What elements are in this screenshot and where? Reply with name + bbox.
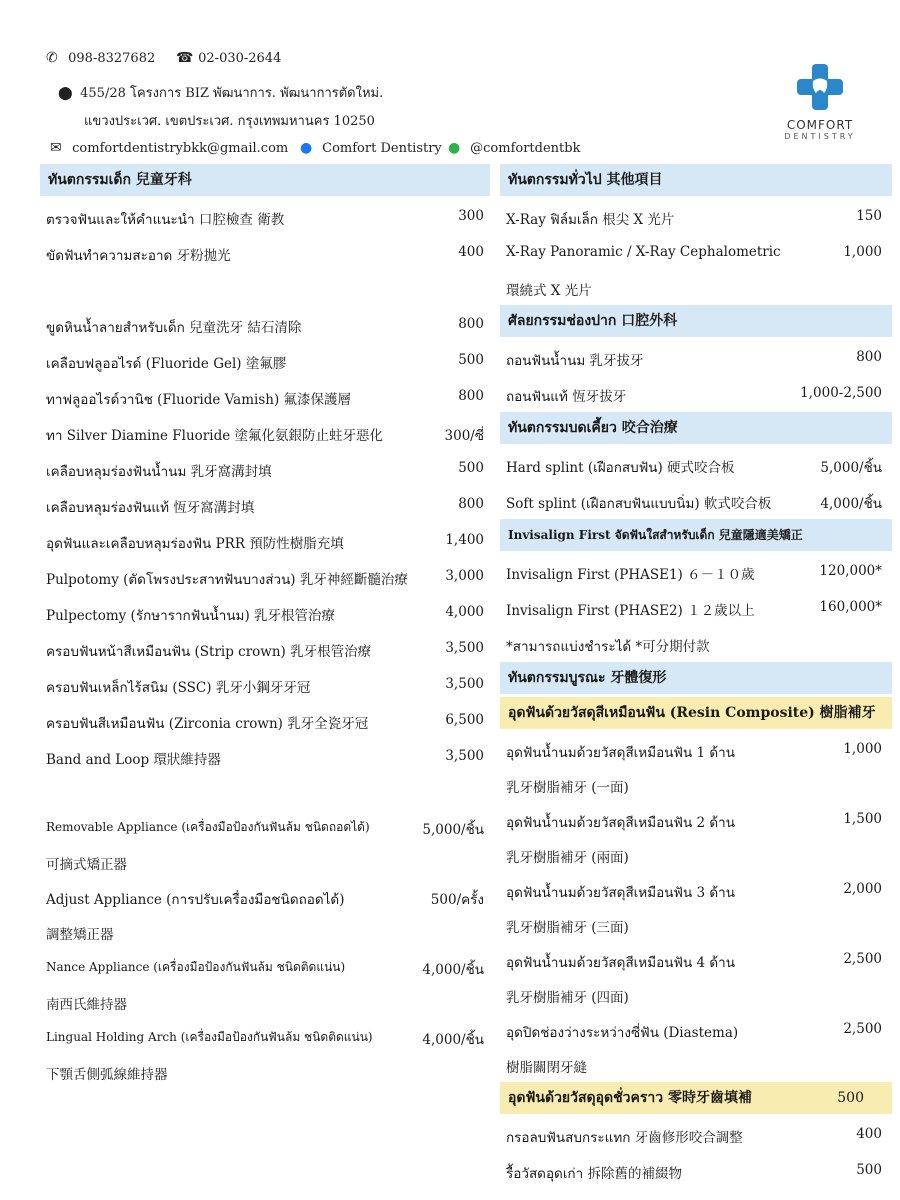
service-price: 500 — [856, 1162, 882, 1178]
service-name-chinese: 調整矯正器 — [46, 927, 114, 943]
price-row — [40, 667, 490, 703]
service-price: 500/ครั้ง — [430, 892, 484, 908]
service-name: เคลือบฟลูออไรด์ (Fluoride Gel) 塗氟膠 — [46, 356, 287, 372]
service-name: ถอนฟันแท้ 恆牙拔牙 — [506, 389, 627, 405]
service-name-chinese: 乳牙樹脂補牙 (四面) — [506, 990, 629, 1006]
address-line-2: แขวงประเวศ. เขตประเวศ. กรุงเทพมหานคร 10250 — [84, 114, 375, 129]
price-row — [40, 949, 490, 1019]
service-price: 1,500 — [843, 811, 882, 827]
clinic-logo — [770, 62, 870, 141]
service-name-chinese: 可摘式矯正器 — [46, 857, 127, 873]
envelope-icon: ✉ — [50, 140, 62, 156]
service-price: 500 — [458, 460, 484, 476]
service-price: 300 — [458, 208, 484, 224]
general-price-list — [500, 199, 892, 305]
price-row — [40, 595, 490, 631]
price-row — [500, 872, 892, 942]
service-name: Pulpotomy (ตัดโพรงประสาทฟันบางส่วน) 乳牙神經斷髓治療 — [46, 572, 408, 588]
occlusion-section-header: ทันตกรรมบดเคี้ยว 咬合治療 — [500, 412, 892, 444]
service-name: เคลือบหลุมร่องฟันแท้ 恆牙窩溝封填 — [46, 500, 255, 516]
service-name: Removable Appliance (เครื่องมือป้องกันฟันล้ม ชนิดถอดได้) — [46, 820, 370, 834]
invisalign-price-list — [500, 554, 892, 626]
email — [50, 140, 288, 156]
service-name-chinese: 環繞式 X 光片 — [506, 283, 592, 299]
service-price: 150 — [856, 208, 882, 224]
pediatric-dentistry-column — [40, 164, 490, 1089]
price-row — [40, 343, 490, 379]
line-id — [448, 140, 580, 156]
price-row — [40, 809, 490, 879]
service-price: 500 — [458, 352, 484, 368]
service-price: 4,000/ชิ้น — [820, 496, 882, 512]
service-name-chinese: 乳牙樹脂補牙 (一面) — [506, 780, 629, 796]
invisalign-note — [500, 626, 892, 662]
price-row — [500, 732, 892, 802]
service-name: Adjust Appliance (การปรับเครื่องมือชนิดถอดได้) — [46, 892, 345, 908]
service-name: Invisalign First (PHASE2) １２歲以上 — [506, 603, 755, 619]
price-row — [500, 554, 892, 590]
service-name-chinese: 乳牙樹脂補牙 (兩面) — [506, 850, 629, 866]
service-name: Nance Appliance (เครื่องมือป้องกันฟันล้ม ชนิดติดแน่น) — [46, 960, 346, 974]
service-name: ทาฟลูออไรด์วานิช (Fluoride Vamish) 氟漆保護層 — [46, 392, 352, 408]
phone-icon: ✆ — [46, 50, 58, 66]
pediatric-section-header: ทันตกรรมเด็ก 兒童牙科 — [40, 164, 490, 196]
service-name: ครอบฟันหน้าสีเหมือนฟัน (Strip crown) 乳牙根管治療 — [46, 644, 372, 660]
phone-mobile-text: 098-8327682 — [68, 51, 156, 66]
service-name: อุดฟันน้ำนมด้วยวัสดุสีเหมือนฟัน 4 ด้าน — [506, 955, 735, 971]
facebook-text: Comfort Dentistry — [322, 141, 442, 156]
phone-mobile — [46, 50, 155, 66]
service-price: 800 — [856, 349, 882, 365]
pediatric-price-list — [40, 199, 490, 1089]
service-name: Soft splint (เฝือกสบฟันแบบนิ่ม) 軟式咬合板 — [506, 496, 772, 512]
price-row — [40, 487, 490, 523]
service-price: 1,000 — [843, 741, 882, 757]
price-row — [40, 739, 490, 809]
service-name: อุดฟันน้ำนมด้วยวัสดุสีเหมือนฟัน 2 ด้าน — [506, 815, 735, 831]
service-price: 3,500 — [445, 676, 484, 692]
service-price: 4,000 — [445, 604, 484, 620]
price-row — [40, 235, 490, 307]
price-row — [40, 415, 490, 451]
phone-office-text: 02-030-2644 — [198, 51, 282, 66]
address-line-1-text: 455/28 โครงการ BIZ พัฒนาการ. พัฒนาการตัดใหม่. — [80, 86, 384, 101]
service-name: กรอลบฟันสบกระแทก 牙齒修形咬合調整 — [506, 1130, 743, 1146]
service-name-chinese: 乳牙樹脂補牙 (三面) — [506, 920, 629, 936]
service-name: ขูดหินน้ำลายสำหรับเด็ก 兒童洗牙 結石清除 — [46, 320, 302, 336]
price-row — [40, 451, 490, 487]
service-name-chinese: 南西氏維持器 — [46, 997, 127, 1013]
service-name: ขัดฟันทำความสะอาด 牙粉拋光 — [46, 248, 231, 264]
general-section-header: ทันตกรรมทั่วไป 其他項目 — [500, 164, 892, 196]
service-name: อุดฟันและเคลือบหลุมร่องฟัน PRR 預防性樹脂充填 — [46, 536, 344, 552]
service-name: อุดฟันน้ำนมด้วยวัสดุสีเหมือนฟัน 1 ด้าน — [506, 745, 735, 761]
price-row — [40, 1019, 490, 1089]
invisalign-section-header: Invisalign First จัดฟันใสสำหรับเด็ก 兒童隱適美矯正 — [500, 519, 892, 551]
service-name: เคลือบหลุมร่องฟันน้ำนม 乳牙窩溝封填 — [46, 464, 272, 480]
price-row — [500, 802, 892, 872]
resin-section-header: อุดฟันด้วยวัสดุสีเหมือนฟัน (Resin Composite) 樹脂補牙 — [500, 697, 892, 729]
service-price: 400 — [458, 244, 484, 260]
price-row — [40, 879, 490, 949]
tooth-cross-icon — [795, 62, 845, 112]
service-name: ทา Silver Diamine Fluoride 塗氟化氨銀防止蛀牙惡化 — [46, 428, 383, 444]
facebook — [300, 140, 442, 156]
other-services-column — [500, 164, 892, 1189]
price-row — [40, 559, 490, 595]
service-name: X-Ray ฟิล์มเล็ก 根尖 X 光片 — [506, 212, 675, 228]
price-row — [40, 199, 490, 235]
price-row — [500, 340, 892, 376]
service-price: 800 — [458, 388, 484, 404]
service-price: 1,000 — [843, 244, 882, 260]
occlusion-price-list — [500, 447, 892, 519]
service-name: Pulpectomy (รักษารากฟันน้ำนม) 乳牙根管治療 — [46, 608, 336, 624]
telephone-icon: ☎ — [176, 50, 194, 66]
service-name: Lingual Holding Arch (เครื่องมือป้องกันฟันล้ม ชนิดติดแน่น) — [46, 1030, 373, 1044]
price-row — [500, 447, 892, 483]
price-row — [500, 235, 892, 305]
price-row — [500, 1012, 892, 1082]
service-name: Hard splint (เฝือกสบฟัน) 硬式咬合板 — [506, 460, 735, 476]
service-price: 800 — [458, 316, 484, 332]
surgery-price-list — [500, 340, 892, 412]
service-price: 3,000 — [445, 568, 484, 584]
service-price: 2,500 — [843, 1021, 882, 1037]
service-price: 4,000/ชิ้น — [422, 1032, 484, 1048]
service-name: รื้อวัสดอุดเก่า 拆除舊的補綴物 — [506, 1166, 682, 1182]
service-name: X-Ray Panoramic / X-Ray Cephalometric — [506, 244, 781, 260]
service-price: 1,400 — [445, 532, 484, 548]
temp-filling-price: 500 — [837, 1090, 864, 1106]
price-row — [40, 379, 490, 415]
price-row — [40, 307, 490, 343]
service-name: ครอบฟันสีเหมือนฟัน (Zirconia crown) 乳牙全瓷牙冠 — [46, 716, 369, 732]
service-price: 5,000/ชิ้น — [820, 460, 882, 476]
service-name-chinese: 樹脂關閉牙縫 — [506, 1060, 587, 1076]
location-pin-icon: ⬤ — [58, 86, 73, 101]
temp-filling-price-list — [500, 1117, 892, 1189]
email-text: comfortdentistrybkk@gmail.com — [72, 141, 289, 156]
service-name: อุดปิดช่องว่างระหว่างซี่ฟัน (Diastema) — [506, 1025, 739, 1041]
service-price: 2,000 — [843, 881, 882, 897]
service-name-chinese: 下顎舌側弧線維持器 — [46, 1067, 168, 1083]
service-price: 160,000* — [819, 599, 882, 615]
service-price: 800 — [458, 496, 484, 512]
line-id-text: @comfortdentbk — [470, 141, 581, 156]
service-name: Invisalign First (PHASE1) ６－１０歲 — [506, 567, 755, 583]
price-row — [40, 703, 490, 739]
price-row — [500, 1153, 892, 1189]
price-row — [40, 523, 490, 559]
service-price: 120,000* — [819, 563, 882, 579]
service-name: Band and Loop 環狀維持器 — [46, 752, 221, 768]
temp-filling-section-header — [500, 1082, 892, 1114]
service-name: ถอนฟันน้ำนม 乳牙拔牙 — [506, 353, 644, 369]
price-row — [40, 631, 490, 667]
invisalign-note-text: *สามารถแบ่งชำระได้ *可分期付款 — [506, 639, 710, 655]
service-price: 4,000/ชิ้น — [422, 962, 484, 978]
phone-office — [176, 50, 281, 66]
price-row — [500, 1117, 892, 1153]
price-row — [500, 942, 892, 1012]
service-price: 5,000/ชิ้น — [422, 822, 484, 838]
restorative-section-header: ทันตกรรมบูรณะ 牙體復形 — [500, 662, 892, 694]
surgery-section-header: ศัลยกรรมช่องปาก 口腔外科 — [500, 305, 892, 337]
service-price: 300/ซี่ — [444, 428, 484, 444]
line-icon: ● — [448, 140, 461, 156]
price-row — [500, 199, 892, 235]
service-name: อุดฟันน้ำนมด้วยวัสดุสีเหมือนฟัน 3 ด้าน — [506, 885, 735, 901]
service-price: 1,000-2,500 — [800, 385, 882, 401]
price-row — [500, 376, 892, 412]
service-price: 3,500 — [445, 640, 484, 656]
address-line-1 — [58, 82, 383, 103]
service-price: 2,500 — [843, 951, 882, 967]
temp-filling-title: อุดฟันด้วยวัสดุอุดชั่วคราว 零時牙齒填補 — [508, 1090, 752, 1106]
logo-brand: COMFORT — [786, 118, 854, 132]
service-price: 3,500 — [445, 748, 484, 764]
price-row — [500, 590, 892, 626]
service-price: 400 — [856, 1126, 882, 1142]
service-name: ครอบฟันเหล็กไร้สนิม (SSC) 乳牙小鋼牙牙冠 — [46, 680, 311, 696]
price-row — [500, 483, 892, 519]
logo-subtitle: DENTISTRY — [784, 132, 856, 141]
service-price: 6,500 — [445, 712, 484, 728]
service-name: ตรวจฟันและให้คำแนะนำ 口腔檢查 衛教 — [46, 212, 285, 228]
facebook-icon: ● — [300, 140, 313, 156]
resin-price-list — [500, 732, 892, 1082]
